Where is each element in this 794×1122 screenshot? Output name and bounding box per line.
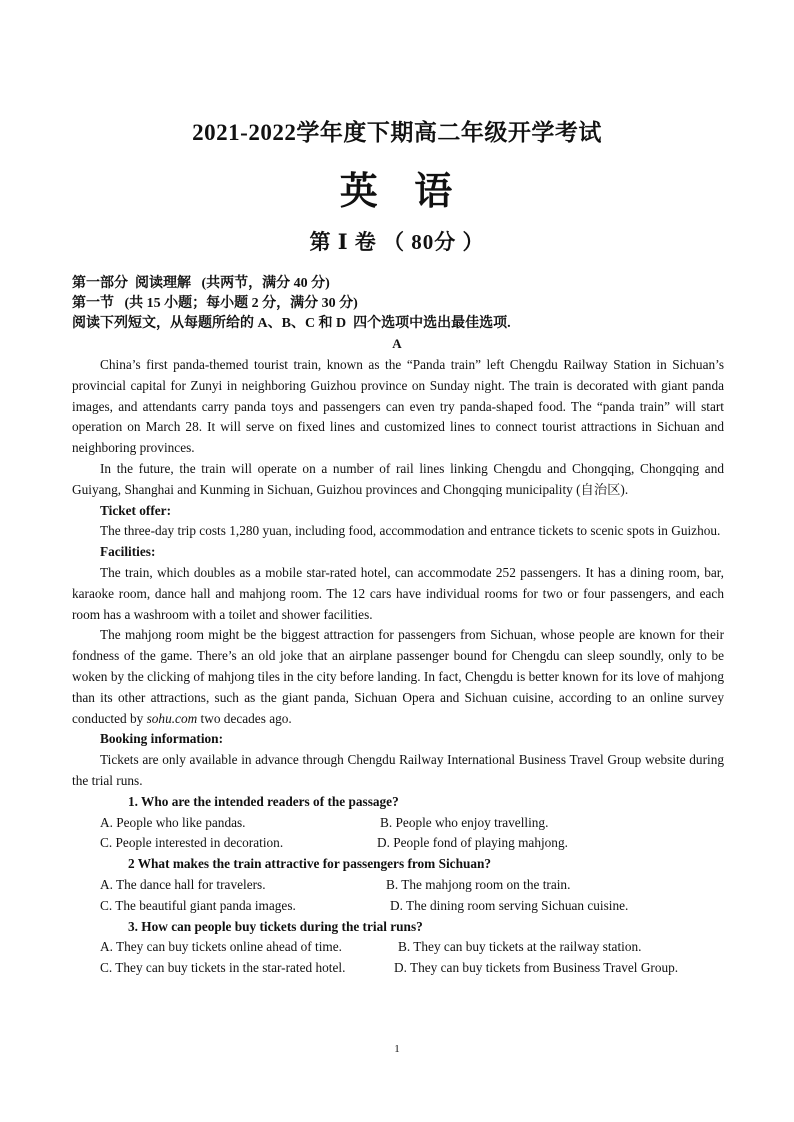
option-row (72, 958, 724, 979)
option-row (72, 813, 724, 834)
option-c: C. People interested in decoration. (100, 835, 284, 851)
facilities-heading: Facilities: (100, 544, 156, 560)
option-c: C. The beautiful giant panda images. (100, 897, 296, 913)
instruction-text: 阅读下列短文，从每题所给的 A、B、C 和 D 四个选项中选出最佳选项. (72, 316, 511, 331)
website-name: sohu.com (146, 710, 198, 726)
passage-paragraph: Tickets are only available in advance through Chengdu Railway International Business Travel Group website during the trial runs. (72, 752, 724, 788)
passage-text: The mahjong room might be the biggest attraction for passengers from Sichuan, whose people are known for their fondness of the game. There’s an old joke that an airplane passenger bound for Chengdu can sleep soundly, only to be woken by the clicking of mahjong tiles in the city before landing. In fact, Chengdu is better known for its love of mahjong than its other attractions, such as the giant panda, Sichuan Opera and Sichuan cuisine, according to an online survey conducted by (72, 627, 724, 726)
page-number: 1 (394, 1043, 400, 1055)
option-d: D. The dining room serving Sichuan cuisine. (390, 897, 629, 913)
part-one-heading: 第一部分 阅读理解 (共两节，满分 40 分) (72, 276, 330, 291)
passage-label: A (392, 336, 402, 351)
option-a: A. People who like pandas. (100, 814, 246, 830)
passage-paragraph: In the future, the train will operate on a number of rail lines linking Chengdu and Chongqing, Chongqing and Guiyang, Shanghai and Kunming in Sichuan, Guizhou provinces and Chongqing municipality (自治区). (72, 460, 724, 497)
option-d: D. People fond of playing mahjong. (377, 835, 568, 851)
option-a: A. They can buy tickets online ahead of time. (100, 939, 342, 955)
option-row (72, 875, 724, 896)
passage-text: two decades ago. (197, 710, 292, 726)
question-stem: 3. How can people buy tickets during the trial runs? (128, 918, 423, 934)
volume-title: 第 Ⅰ 卷 （ 80分 ） (309, 230, 485, 254)
question-stem: 1. Who are the intended readers of the passage? (128, 793, 399, 809)
passage-paragraph: The train, which doubles as a mobile star-rated hotel, can accommodate 252 passengers. It has a dining room, bar, karaoke room, dance hall and mahjong room. The 12 cars have individual rooms for two or four passengers, and each room has a washroom with a toilet and shower facilities. (72, 564, 724, 622)
option-a: A. The dance hall for travelers. (100, 876, 266, 892)
option-c: C. They can buy tickets in the star-rated hotel. (100, 960, 346, 976)
option-row (72, 833, 724, 854)
passage-paragraph: China’s first panda-themed tourist train, known as the “Panda train” left Chengdu Railway Station in Sichuan’s provincial capital for Zunyi in neighboring Guizhou province on Sunday night. The train is decorated with giant panda images, and attendants carry panda toys and passengers can even try panda-shaped food. The “panda train” will start operation on March 28. It will serve on fixed lines and customized lines to connect tourist attractions in Sichuan and neighboring provinces. (72, 357, 724, 456)
option-row (72, 896, 724, 917)
option-row (72, 937, 724, 958)
option-d: D. They can buy tickets from Business Travel Group. (394, 960, 679, 976)
passage-paragraph: The three-day trip costs 1,280 yuan, including food, accommodation and entrance tickets to scenic spots in Guizhou. (100, 523, 721, 539)
option-b: B. They can buy tickets at the railway station. (398, 939, 642, 955)
option-b: B. People who enjoy travelling. (380, 814, 549, 830)
passage-paragraph (72, 625, 724, 729)
subject-title: 英 语 (339, 171, 455, 213)
passage-body (72, 355, 724, 979)
booking-heading: Booking information: (100, 731, 224, 747)
exam-title: 2021-2022学年度下期高二年级开学考试 (192, 120, 602, 145)
ticket-offer-heading: Ticket offer: (100, 502, 172, 518)
option-b: B. The mahjong room on the train. (386, 876, 571, 892)
section-one-heading: 第一节 (共 15 小题；每小题 2 分，满分 30 分) (72, 296, 358, 311)
question-stem: 2 What makes the train attractive for passengers from Sichuan? (128, 856, 492, 872)
